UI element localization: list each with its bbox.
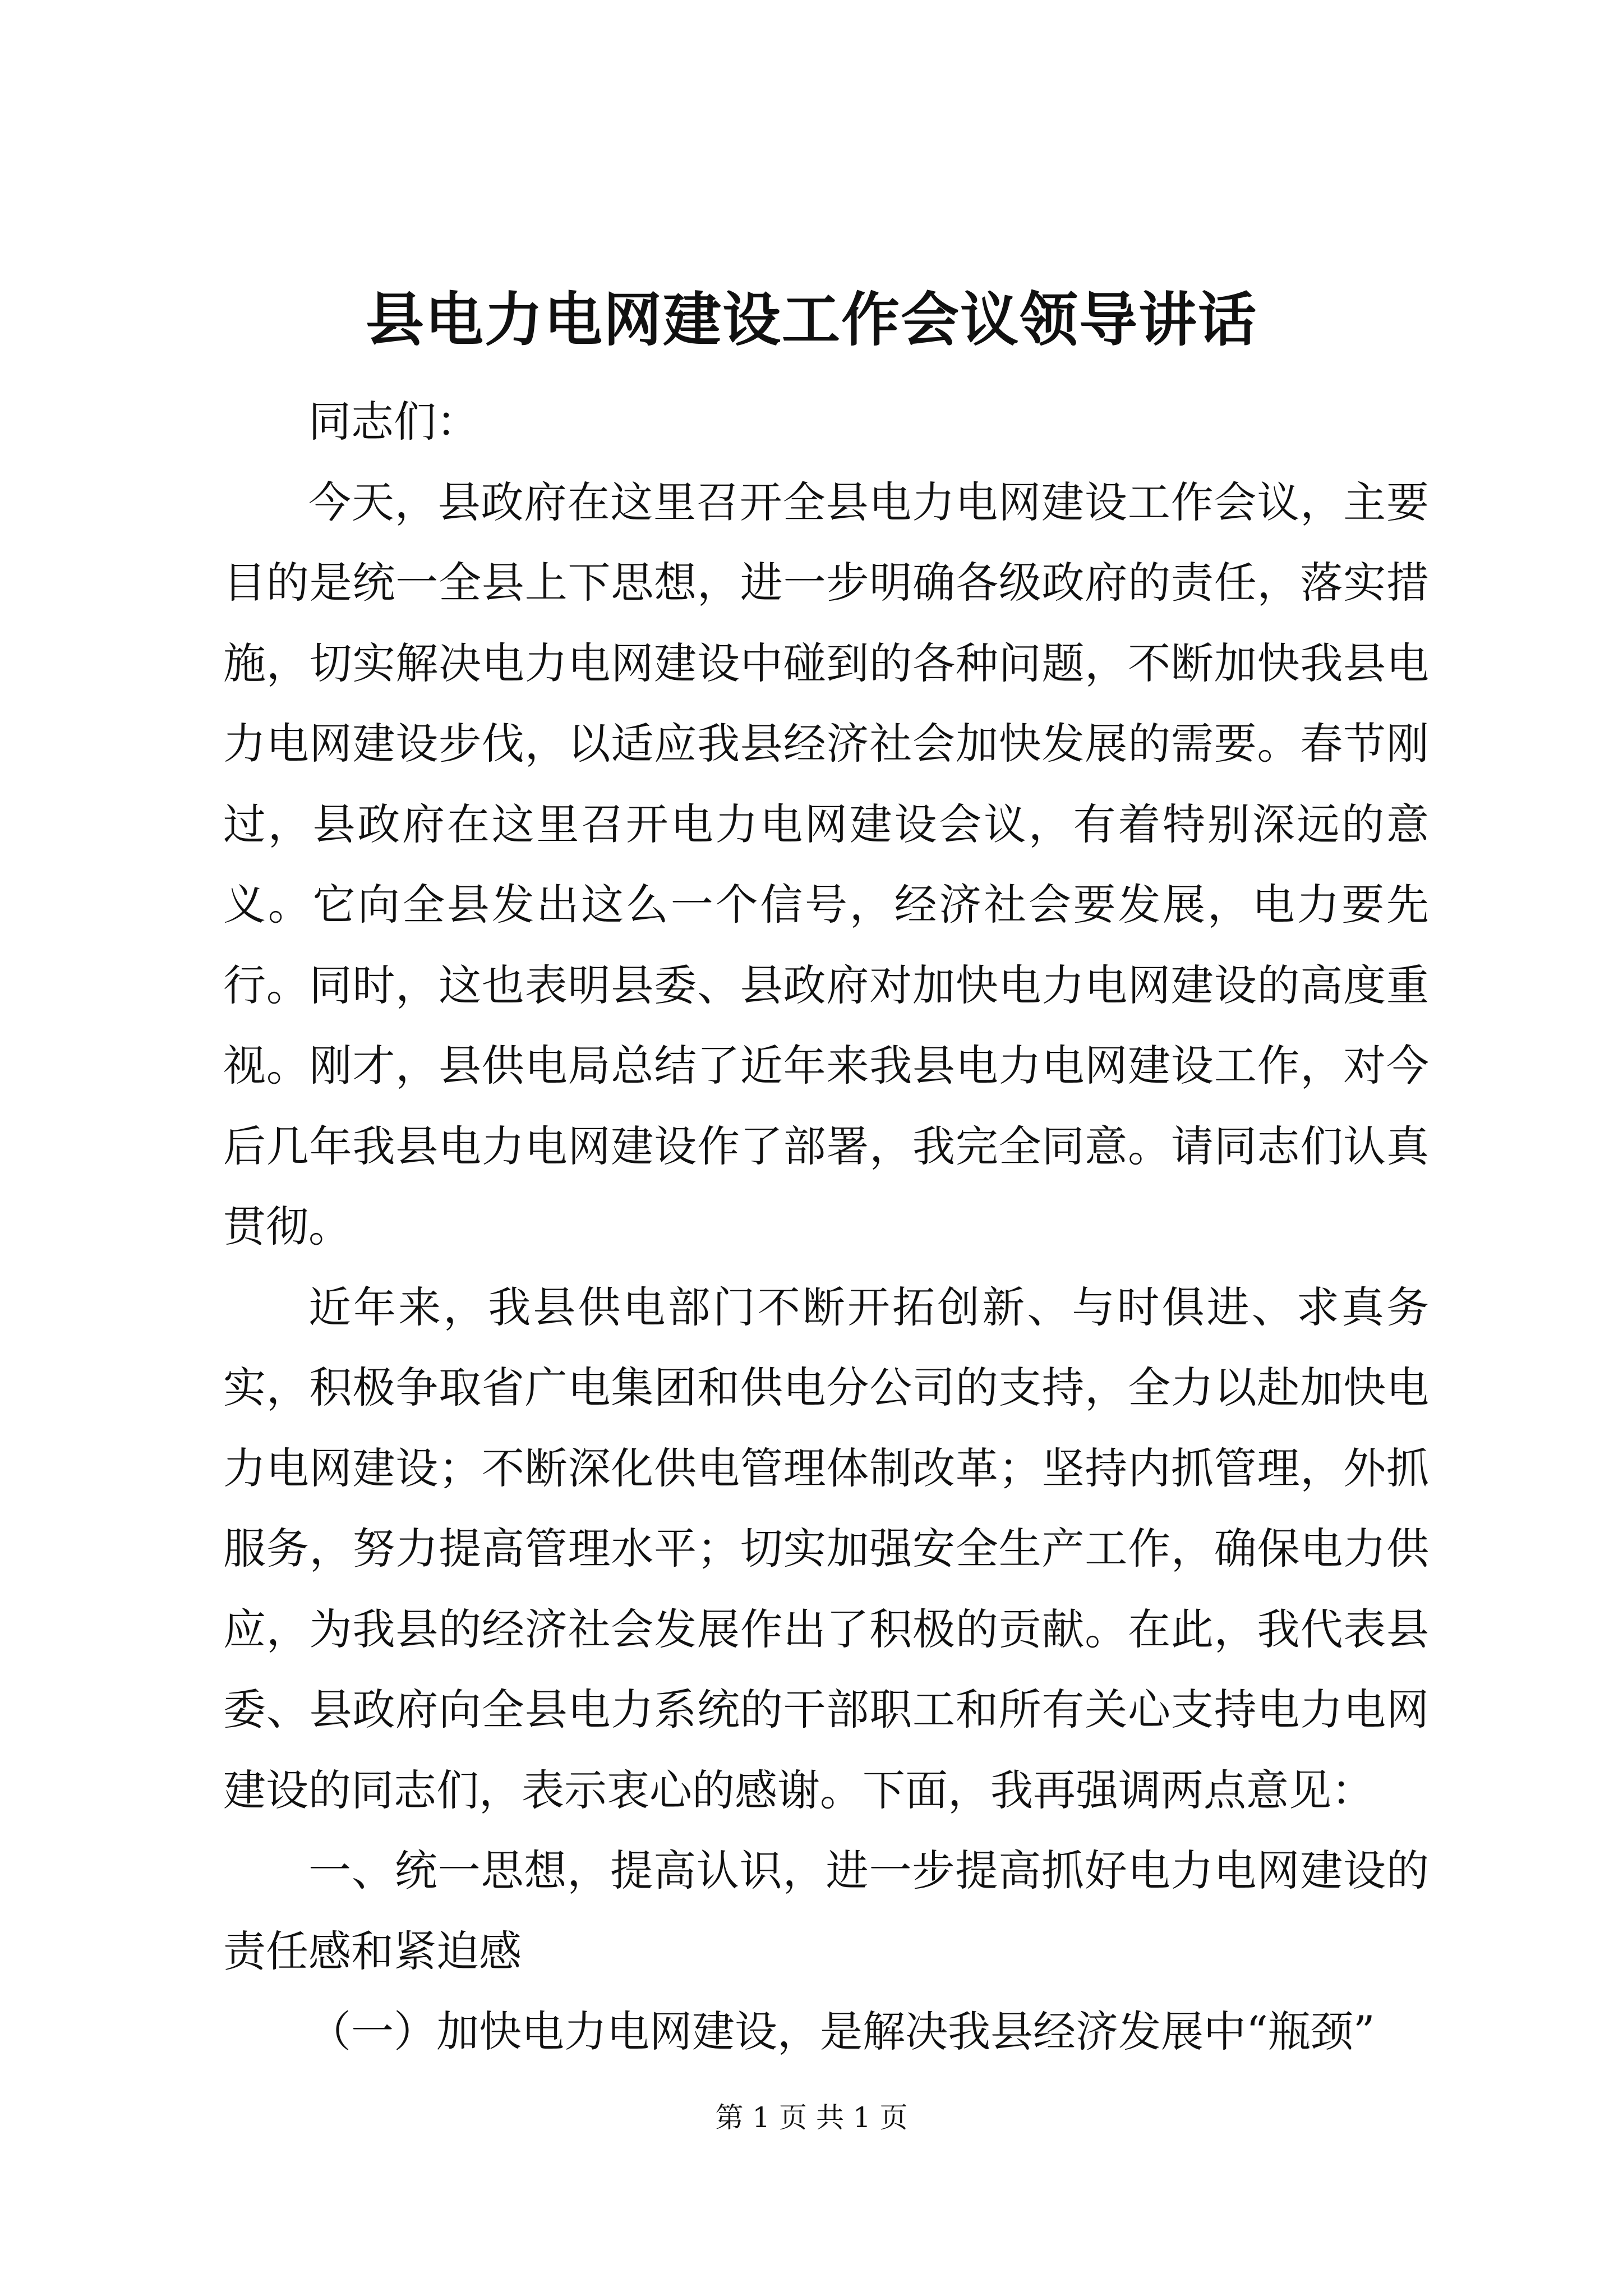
document-body <box>223 381 1429 2072</box>
page-footer: 第 1 页 共 1 页 <box>715 2101 908 2134</box>
section-heading-1: 一、统一思想，提高认识，进一步提高抓好电力电网建设的责任感和紧迫感 <box>223 1846 1429 1976</box>
subsection-heading-1: （一）加快电力电网建设，是解决我县经济发展中“瓶颈” <box>308 2007 1375 2056</box>
document-title: 县电力电网建设工作会议领导讲话 <box>365 285 1257 354</box>
salutation: 同志们： <box>308 397 479 447</box>
paragraph-1: 今天，县政府在这里召开全县电力电网建设工作会议，主要目的是统一全县上下思想，进一步明确各级政府的责任，落实措施，切实解决电力电网建设中碰到的各种问题，不断加快我县电力电网建设步伐，以适应我县经济社会加快发展的需要。春节刚过，县政府在这里召开电力电网建设会议，有着特别深远的意义。它向全县发出这么一个信号，经济社会要发展，电力要先行。同时，这也表明县委、县政府对加快电力电网建设的高度重视。刚才，县供电局总结了近年来我县电力电网建设工作，对今后几年我县电力电网建设作了部署，我完全同意。请同志们认真贯彻。 <box>223 477 1429 1251</box>
paragraph-2: 近年来，我县供电部门不断开拓创新、与时俱进、求真务实，积极争取省广电集团和供电分公司的支持，全力以赴加快电力电网建设；不断深化供电管理体制改革；坚持内抓管理，外抓服务，努力提高管理水平；切实加强安全生产工作，确保电力供应，为我县的经济社会发展作出了积极的贡献。在此，我代表县委、县政府向全县电力系统的干部职工和所有关心支持电力电网建设的同志们，表示衷心的感谢。下面，我再强调两点意见： <box>223 1282 1429 1815</box>
